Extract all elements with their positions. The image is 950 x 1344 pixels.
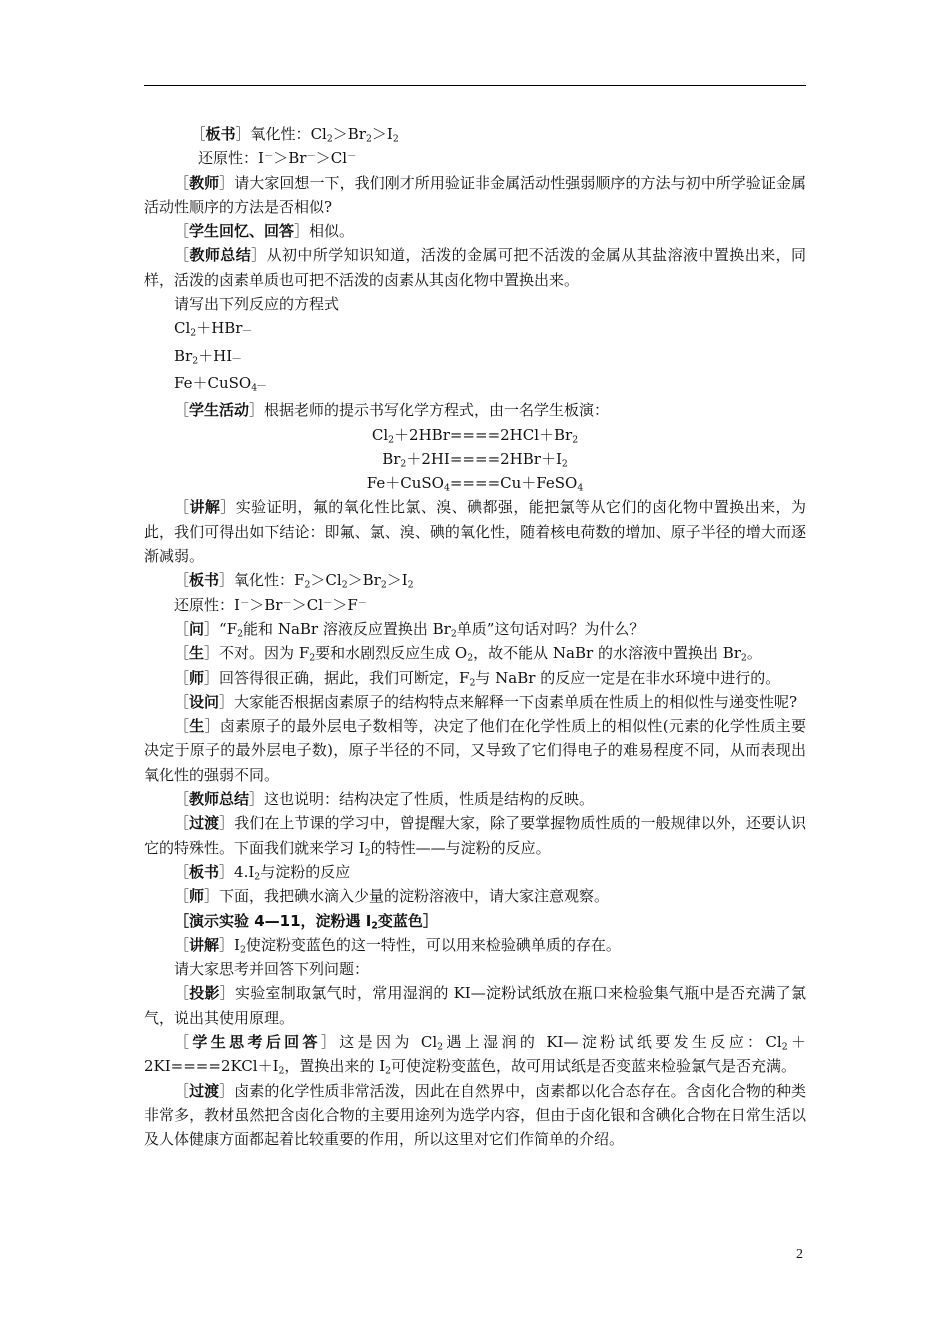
- equation-2: $Br_2+2HI====2HBr+I_2$: [382, 449, 568, 470]
- transition-1: ［过渡］我们在上节课的学习中，曾提醒大家，除了要掌握物质性质的一般规律以外，还要认识它的特殊性。下面我们就来学习 $I_2$的特性——与淀粉的反应。: [144, 814, 806, 858]
- teacher-reply-1: ［师］回答得很正确，据此，我们可断定，$F_2$与 NaBr 的反应一定是在非水环境中进行的。: [174, 668, 781, 688]
- transition-2: ［过渡］卤素的化学性质非常活泼，因此在自然界中，卤素都以化合态存在。含卤化合物的种类非常多，教材虽然把含卤化合物的主要用途列为选学内容，但由于卤化银和含碘化合物在日常生活以及人体健康方面都起着比较重要的作用，所以这里对它们作简单的介绍。: [144, 1081, 806, 1149]
- banshu-3: ［板书$]4.I_2$与淀粉的反应: [174, 862, 351, 883]
- student-think-answer: ［学生思考后回答］这是因为 $Cl_2$遇上湿润的 KI—淀粉试纸要发生反应：$Cl_2+2KI====2KCl+I_2$，置换出来的 $I_2$可使淀粉变蓝色，故可用试纸是否变蓝来检验氯气是否充满。: [144, 1032, 806, 1077]
- question-f2: ［问$]“F_2$能和 NaBr 溶液反应置换出 $Br_2$单质”这句话对吗？为什么？: [174, 619, 645, 640]
- reduction-1: 还原性：I－＞Br－＞Cl－: [198, 149, 357, 168]
- equation-1: $Cl_2+2HBr====2HCl+Br_2$: [371, 425, 579, 445]
- student-reply-2: ［生］卤素原子的最外层电子数相等，决定了他们在化学性质上的相似性(元素的化学性质主要决定于原子的最外层电子数)，原子半径的不同，又导致了它们得电子的难易程度不同，从而表现出氧化性的强弱不同。: [144, 717, 806, 784]
- student-activity: ［学生活动］根据老师的提示书写化学方程式，由一名学生板演：: [174, 401, 610, 420]
- teacher-demo: ［师］下面，我把碘水滴入少量的淀粉溶液中，请大家注意观察。: [174, 887, 610, 906]
- teacher-summary-2: ［教师总结］这也说明：结构决定了性质，性质是结构的反映。: [174, 790, 595, 809]
- equation-3: Fe＋CuSO$_4$====Cu＋FeSO$_4$: [366, 474, 584, 494]
- page-number: 2: [796, 1247, 803, 1262]
- student-reply-1: ［生］不对。因为 $F_2$要和水剧烈反应生成 $O_2$，故不能从 NaBr 的水溶液中置换出 $Br_2$。: [174, 644, 762, 664]
- projection: ［投影］实验室制取氯气时，常用湿润的 KI—淀粉试纸放在瓶口来检验集气瓶中是否充满了氯气，说出其使用原理。: [144, 984, 806, 1027]
- lecture-1: ［讲解］实验证明，氟的氧化性比氯、溴、碘都强，能把氯等从它们的卤化物中置换出来，为此，我们可得出如下结论：即氟、氯、溴、碘的氧化性，随着核电荷数的增加、原子半径的增大而逐渐减弱。: [144, 498, 806, 566]
- banshu-2: ［板书］氧化性：$F_2>Cl_2>Br_2>I_2$: [174, 571, 414, 591]
- eq-prompt-2: $Br_2+HI—$: [174, 346, 242, 366]
- eq-prompt-3: Fe＋CuSO$_4$—: [174, 373, 267, 394]
- teacher-summary-1: ［教师总结］从初中所学知识知道，活泼的金属可把不活泼的金属从其盐溶液中置换出来，同样，活泼的卤素单质也可把不活泼的卤素从其卤化物中置换出来。: [144, 246, 806, 289]
- banshu-1: ［板书］氧化性：$Cl_2>Br_2>I_2$: [190, 125, 399, 145]
- lecture-2: ［讲解$]I_2$使淀粉变蓝色的这一特性，可以用来检验碘单质的存在。: [174, 935, 621, 956]
- student-answer: ［学生回忆、回答］相似。: [174, 222, 355, 241]
- document-body: [144, 122, 806, 1151]
- eq-prompt-1: $Cl_2+HBr—$: [174, 319, 252, 339]
- teacher-question: ［教师］请大家回想一下，我们刚才所用验证非金属活动性强弱顺序的方法与初中所学验证金属活动性顺序的方法是否相似?: [144, 173, 806, 216]
- set-question: ［设问］大家能否根据卤素原子的结构特点来解释一下卤素单质在性质上的相似性与递变性呢?: [174, 692, 798, 711]
- think-prompt: 请大家思考并回答下列问题：: [174, 960, 370, 979]
- header-rule: [144, 85, 806, 86]
- ask-equations: 请写出下列反应的方程式: [174, 295, 340, 314]
- reduction-2: 还原性：I－＞Br－＞Cl－＞F－: [174, 595, 368, 614]
- demo-experiment: ［演示实验 4—11，淀粉遇 $I_2$变蓝色］: [174, 911, 438, 931]
